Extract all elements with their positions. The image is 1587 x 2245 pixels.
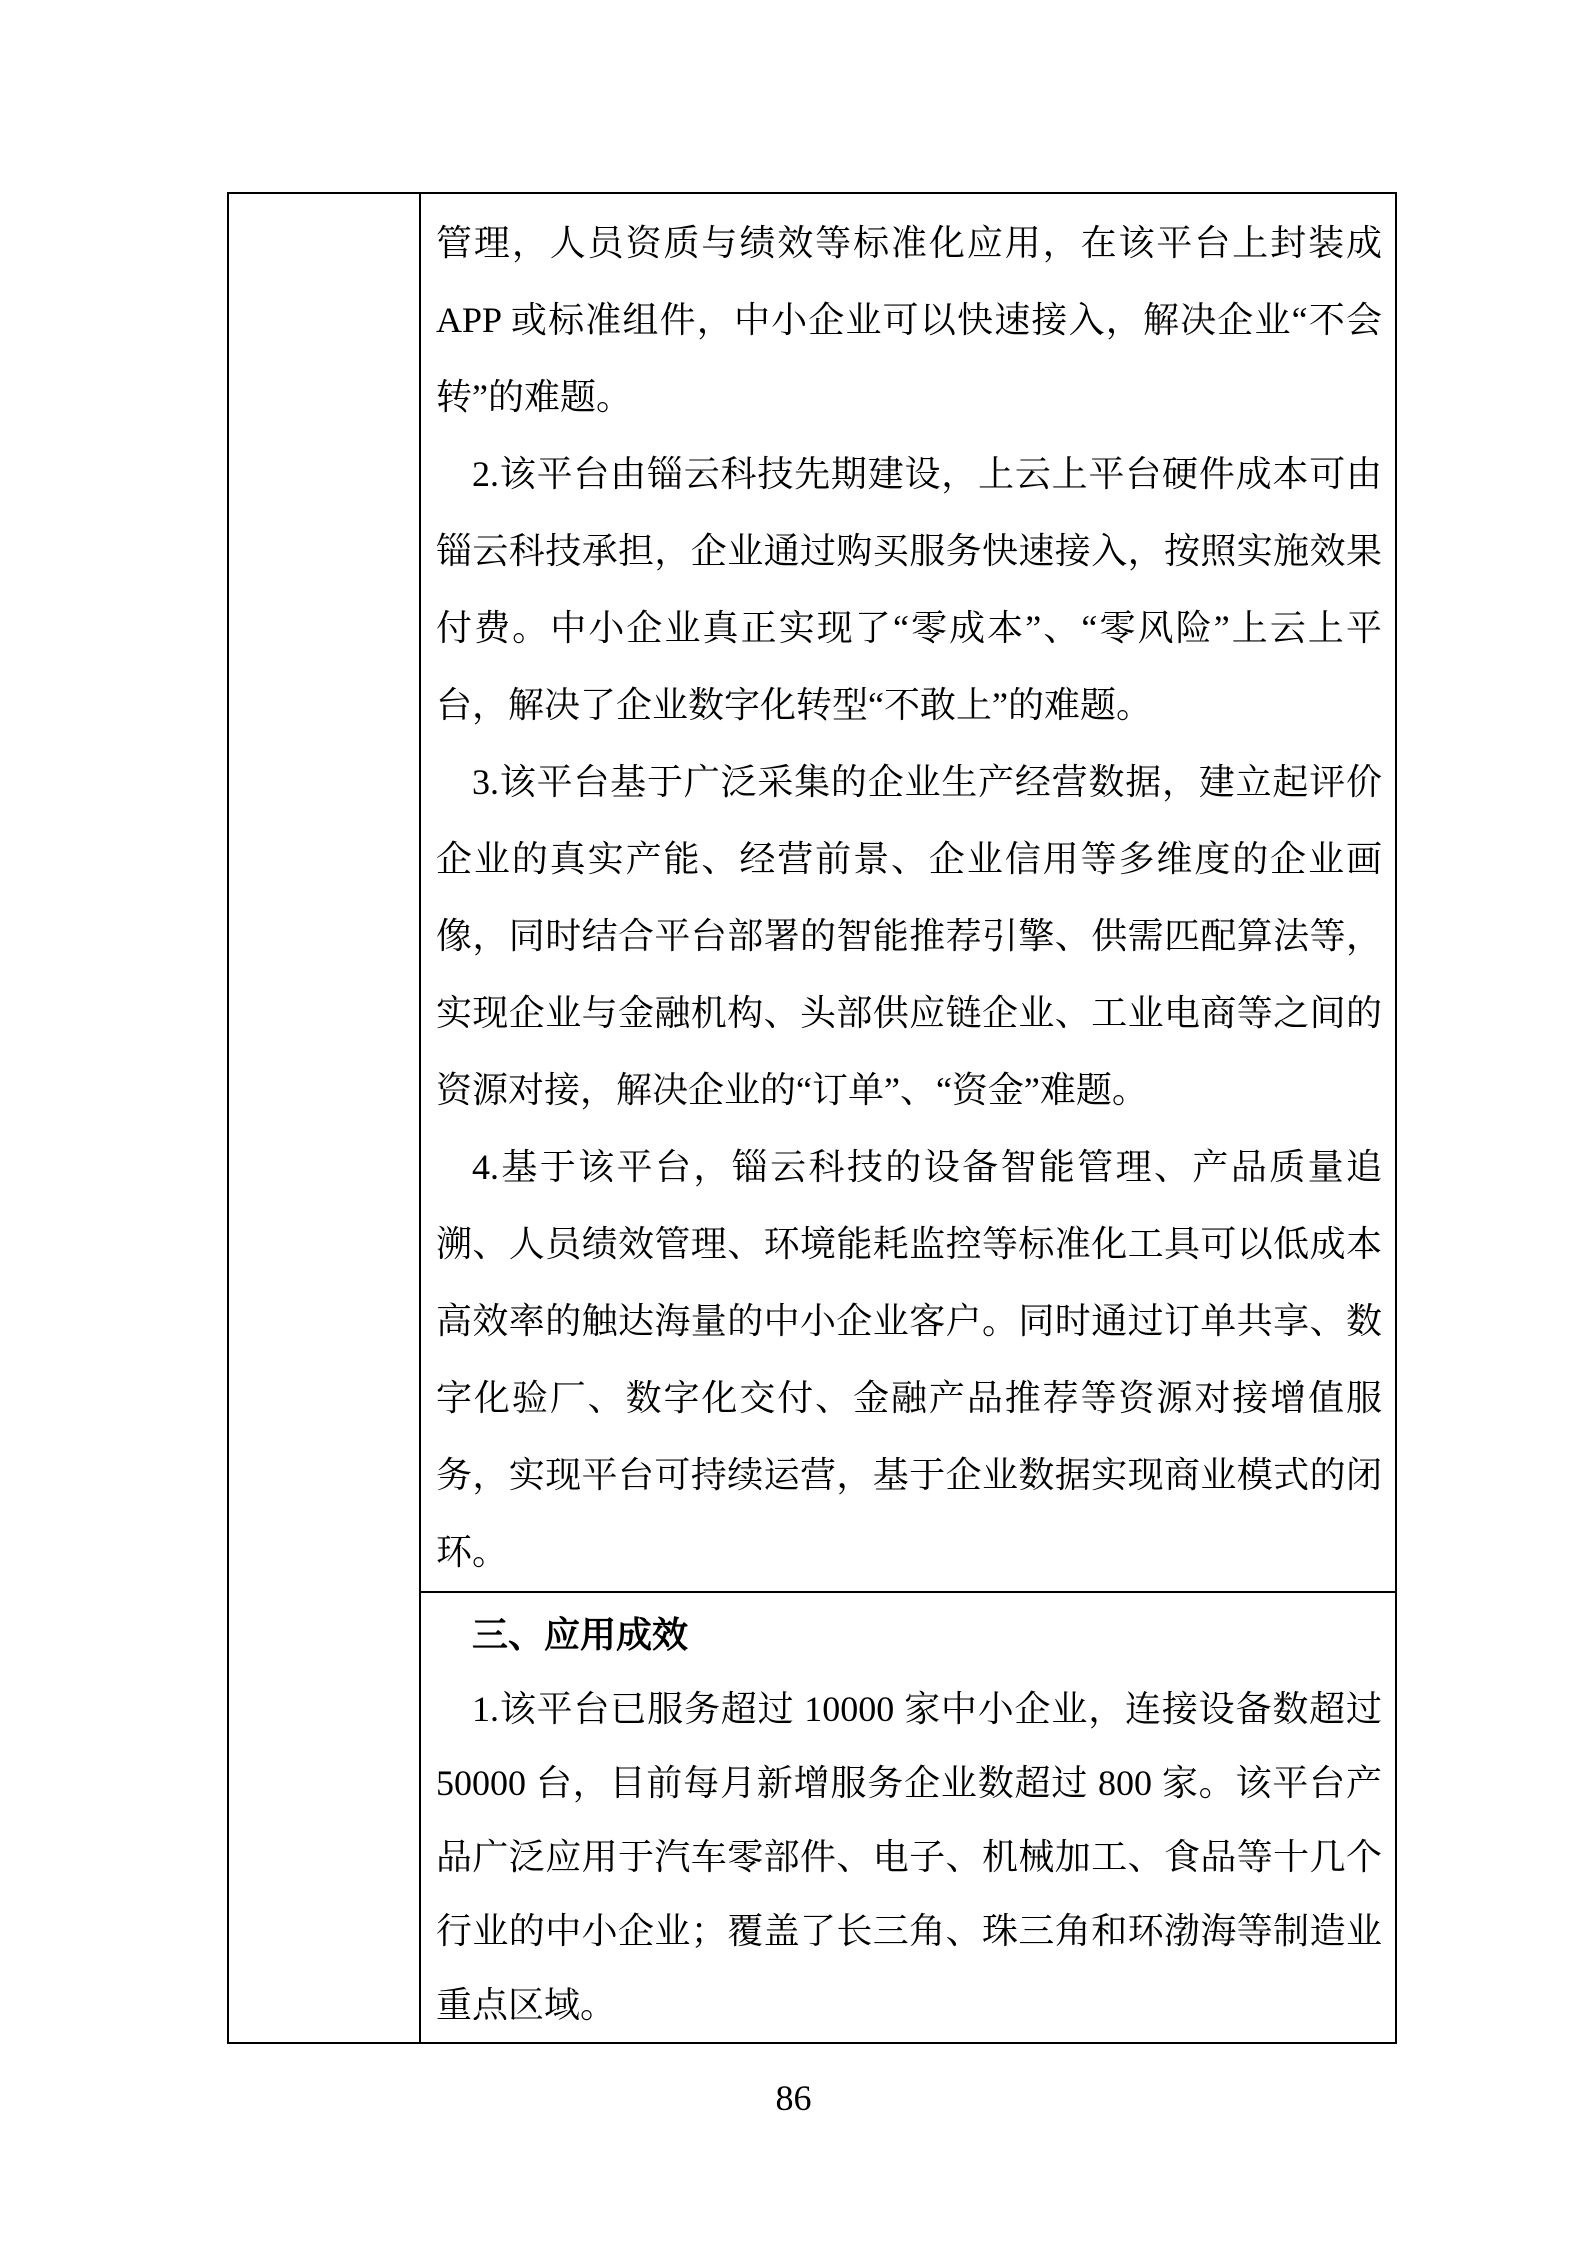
left-column-cell — [228, 193, 420, 2043]
document-table — [227, 192, 1397, 2044]
section-heading-application-results: 三、应用成效 — [472, 1615, 689, 1655]
content-cell-bottom — [420, 1592, 1396, 2043]
page-number-label: 86 — [775, 2078, 812, 2118]
content-cell-top — [420, 193, 1396, 1592]
paragraph-results-point-1: 1.该平台已服务超过 10000 家中小企业，连接设备数超过 50000 台，目前每月新增服务企业数超过 800 家。该平台产品广泛应用于汽车零部件、电子、机械加工、食品等十几个行业的中小企业；覆盖了长三角、珠三角和环渤海等制造业重点区域。 — [436, 1689, 1382, 2025]
paragraph-point-2: 2.该平台由锱云科技先期建设，上云上平台硬件成本可由锱云科技承担，企业通过购买服务快速接入，按照实施效果付费。中小企业真正实现了“零成本”、“零风险”上云上平台，解决了企业数字化转型“不敢上”的难题。 — [436, 454, 1382, 725]
paragraph-continuation: 管理，人员资质与绩效等标准化应用，在该平台上封装成 APP 或标准组件，中小企业可以快速接入，解决企业“不会转”的难题。 — [436, 223, 1382, 417]
paragraph-point-3: 3.该平台基于广泛采集的企业生产经营数据，建立起评价企业的真实产能、经营前景、企业信用等多维度的企业画像，同时结合平台部署的智能推荐引擎、供需匹配算法等，实现企业与金融机构、头部供应链企业、工业电商等之间的资源对接，解决企业的“订单”、“资金”难题。 — [436, 762, 1382, 1110]
table-row-top — [228, 193, 1396, 1592]
paragraph-point-4: 4.基于该平台，锱云科技的设备智能管理、产品质量追溯、人员绩效管理、环境能耗监控等标准化工具可以低成本高效率的触达海量的中小企业客户。同时通过订单共享、数字化验厂、数字化交付、金融产品推荐等资源对接增值服务，实现平台可持续运营，基于企业数据实现商业模式的闭环。 — [436, 1147, 1382, 1572]
